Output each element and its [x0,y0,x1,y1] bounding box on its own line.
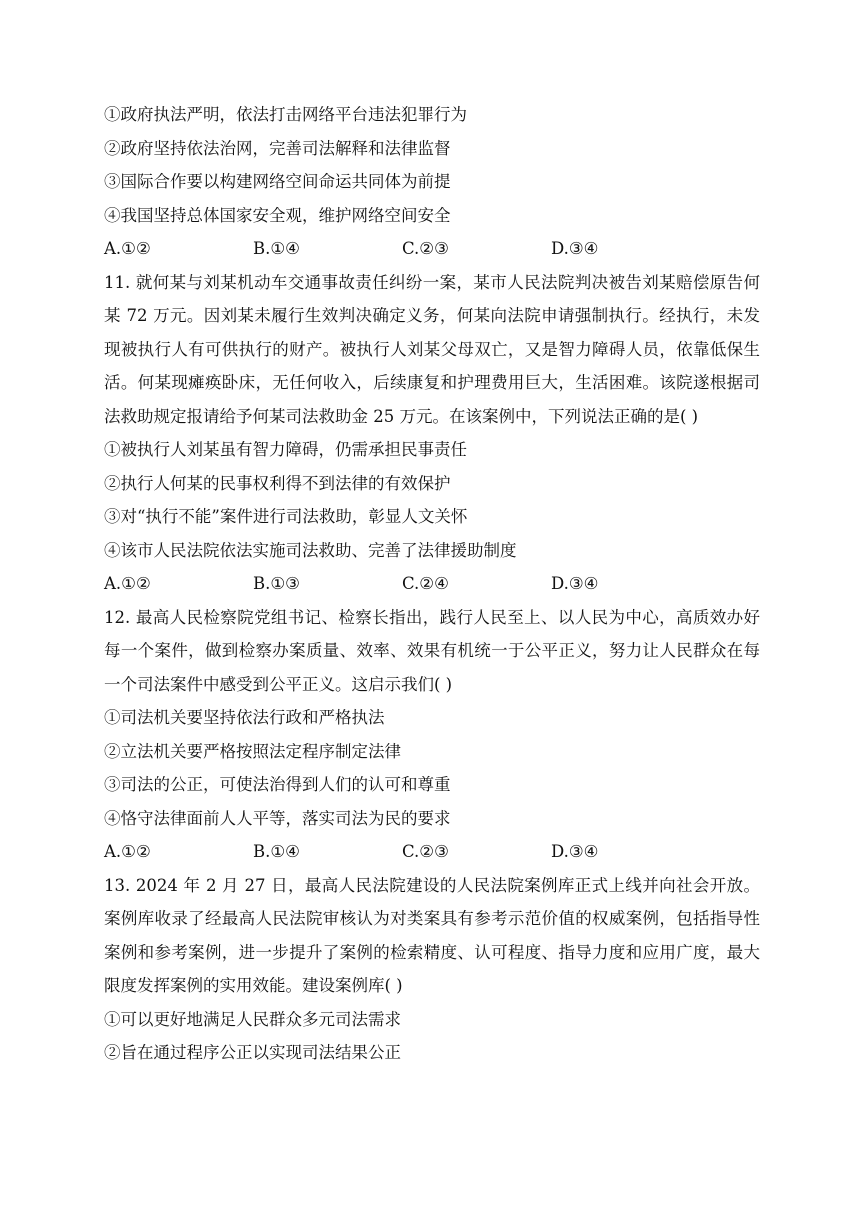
option-3: ③司法的公正，可使法治得到人们的认可和尊重 [104,775,451,794]
option-2: ②旨在通过程序公正以实现司法结果公正 [104,1043,401,1062]
exam-page [104,98,760,1070]
choice-a: A.①② [104,239,151,258]
choice-b: B.①④ [253,842,300,861]
choice-a: A.①② [104,842,151,861]
choice-d: D.③④ [551,842,599,861]
option-1: ①可以更好地满足人民群众多元司法需求 [104,1009,401,1029]
choice-b: B.①④ [253,239,300,258]
choice-c: C.②③ [402,842,449,861]
question-stem: 13. 2024 年 2 月 27 日，最高人民法院建设的人民法院案例库正式上线并向社会开放。案例库收录了经最高人民法院审核认为对类案具有参考示范价值的权威案例，包括指导性案例和参考案例，进一步提升了案例的检索精度、认可程度、指导力度和应用广度，最大限度发挥案例的实用效能。建设案例库( ) [104,875,760,995]
option-4: ④该市人民法院依法实施司法救助、完善了法律援助制度 [104,540,517,560]
question-stem: 11. 就何某与刘某机动车交通事故责任纠纷一案，某市人民法院判决被告刘某赔偿原告何某 72 万元。因刘某未履行生效判决确定义务，何某向法院申请强制执行。经执行，未发现被执行人有可供执行的财产。被执行人刘某父母双亡，又是智力障碍人员，依靠低保生活。何某现瘫痪卧床，无任何收入，后续康复和护理费用巨大，生活困难。该院遂根据司法救助规定报请给予何某司法救助金 25 万元。在该案例中，下列说法正确的是( ) [104,272,760,426]
question-12 [104,601,760,869]
choice-d: D.③④ [551,239,599,258]
choice-a: A.①② [104,574,151,593]
option-1: ①政府执法严明，依法打击网络平台违法犯罪行为 [104,105,467,124]
option-3: ③国际合作要以构建网络空间命运共同体为前提 [104,172,451,191]
question-10-continuation [104,98,760,266]
question-11 [104,266,760,601]
question-stem: 12. 最高人民检察院党组书记、检察长指出，践行人民至上、以人民为中心，高质效办好每一个案件，做到检察办案质量、效率、效果有机统一于公平正义，努力让人民群众在每一个司法案件中感受到公平正义。这启示我们( ) [104,607,760,694]
option-4: ④我国坚持总体国家安全观，维护网络空间安全 [104,205,451,225]
option-1: ①司法机关要坚持依法行政和严格执法 [104,708,385,727]
option-3: ③对“执行不能”案件进行司法救助，彰显人文关怀 [104,507,468,526]
choice-d: D.③④ [551,574,599,593]
option-1: ①被执行人刘某虽有智力障碍，仍需承担民事责任 [104,440,467,459]
question-13 [104,869,760,1070]
choice-b: B.①③ [253,574,300,593]
answer-choices [104,567,760,601]
option-2: ②立法机关要严格按照法定程序制定法律 [104,741,401,761]
answer-choices [104,232,760,266]
option-2: ②政府坚持依法治网，完善司法解释和法律监督 [104,138,451,158]
choice-c: C.②④ [402,574,449,593]
answer-choices [104,835,760,869]
option-2: ②执行人何某的民事权利得不到法律的有效保护 [104,473,451,493]
option-4: ④恪守法律面前人人平等，落实司法为民的要求 [104,808,451,828]
choice-c: C.②③ [402,239,449,258]
